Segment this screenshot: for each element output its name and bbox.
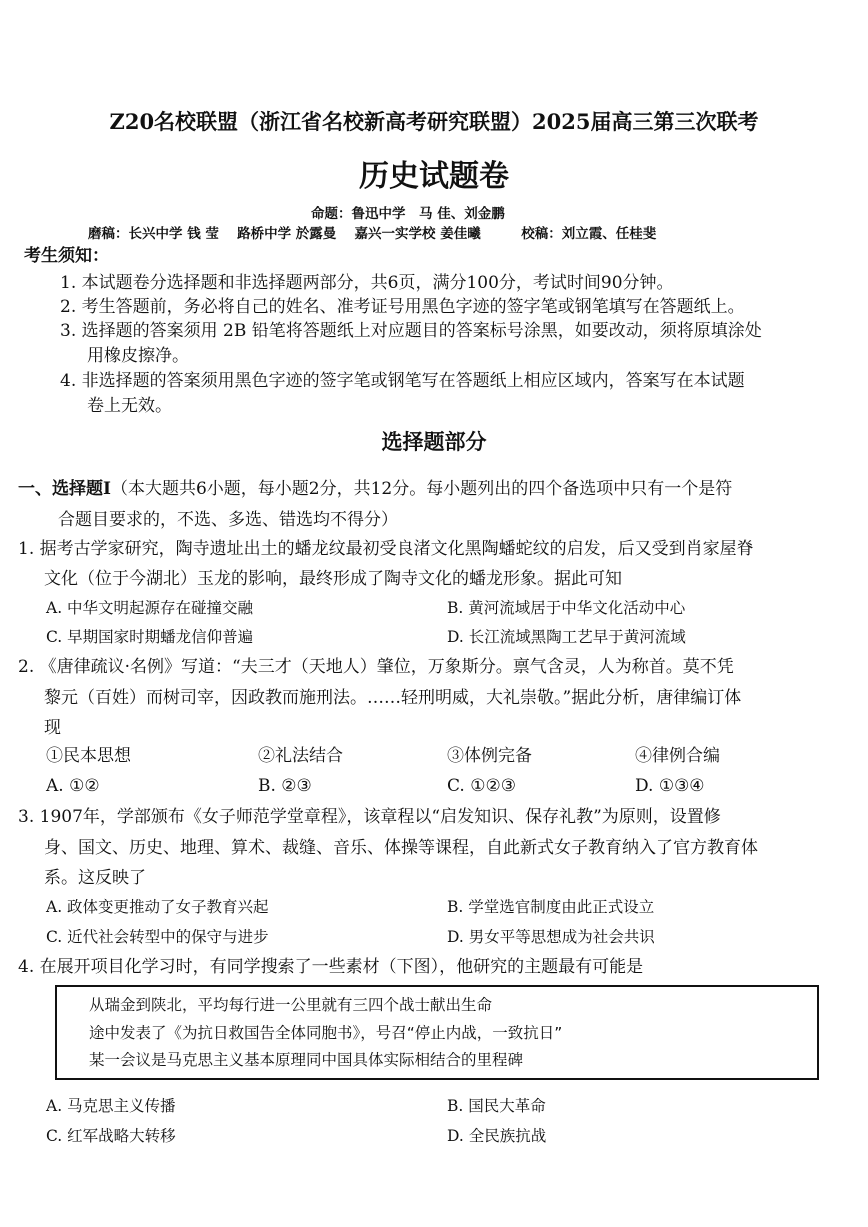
- q1-option-d: D. 长江流域黑陶工艺早于黄河流域: [447, 628, 686, 646]
- notice-item-4-cont: 卷上无效。: [87, 396, 172, 416]
- part-desc-2: 合题目要求的，不选、多选、错选均不得分）: [58, 510, 398, 530]
- q3-option-c: C. 近代社会转型中的保守与进步: [46, 928, 269, 946]
- q4-option-c: C. 红军战略大转移: [46, 1127, 176, 1145]
- q4-material-1: 从瑞金到陕北，平均每行进一公里就有三四个战士献出生命: [89, 996, 493, 1014]
- notice-item-4: 4. 非选择题的答案须用黑色字迹的签字笔或钢笔写在答题纸上相应区域内，答案写在本试题: [60, 371, 745, 391]
- q3-option-d: D. 男女平等思想成为社会共识: [447, 928, 655, 946]
- q2-item-2: ②礼法结合: [258, 746, 343, 766]
- q2-option-b: B. ②③: [258, 776, 312, 796]
- notice-heading: 考生须知：: [24, 246, 109, 266]
- q4-material-3: 某一会议是马克思主义基本原理同中国具体实际相结合的里程碑: [89, 1051, 524, 1069]
- q1-option-c: C. 早期国家时期蟠龙信仰普遍: [46, 628, 254, 646]
- q4-option-a: A. 马克思主义传播: [46, 1097, 176, 1115]
- part-heading: 一、选择题Ⅰ: [18, 479, 111, 499]
- q2-option-d: D. ①③④: [635, 776, 705, 796]
- q2-stem-1: 2. 《唐律疏议·名例》写道：“夫三才（天地人）肇位，万象斯分。禀气含灵，人为称首。莫不凭: [18, 657, 734, 677]
- q2-item-4: ④律例合编: [635, 746, 720, 766]
- q4-stem: 4. 在展开项目化学习时，有同学搜索了一些素材（下图），他研究的主题最有可能是: [18, 957, 644, 977]
- q2-option-c: C. ①②③: [447, 776, 516, 796]
- q3-option-b: B. 学堂选官制度由此正式设立: [447, 898, 655, 916]
- part-heading-line: [18, 478, 732, 500]
- exam-title: Z20名校联盟（浙江省名校新高考研究联盟）2025届高三第三次联考: [109, 109, 759, 134]
- q2-item-1: ①民本思想: [46, 746, 131, 766]
- q4-option-d: D. 全民族抗战: [447, 1127, 547, 1145]
- q3-stem-3: 系。这反映了: [44, 868, 146, 888]
- part-desc-1: （本大题共6小题，每小题2分，共12分。每小题列出的四个备选项中只有一个是符: [110, 479, 733, 499]
- q3-stem-1: 3. 1907年，学部颁布《女子师范学堂章程》，该章程以“启发知识、保存礼教”为原则，设置修: [18, 807, 721, 827]
- notice-item-3-cont: 用橡皮擦净。: [87, 346, 189, 366]
- q1-option-a: A. 中华文明起源存在碰撞交融: [46, 599, 254, 617]
- q4-material-2: 途中发表了《为抗日救国告全体同胞书》，号召“停止内战，一致抗日”: [89, 1024, 563, 1042]
- q1-option-b: B. 黄河流域居于中华文化活动中心: [447, 599, 686, 617]
- q1-stem-1: 1. 据考古学家研究，陶寺遗址出土的蟠龙纹最初受良渚文化黑陶蟠蛇纹的启发，后又受到肖家屋脊: [18, 539, 754, 559]
- paper-title: 历史试题卷: [359, 159, 509, 194]
- notice-item-2: 2. 考生答题前，务必将自己的姓名、准考证号用黑色字迹的签字笔或钢笔填写在答题纸上。: [60, 297, 745, 317]
- q1-stem-2: 文化（位于今湖北）玉龙的影响，最终形成了陶寺文化的蟠龙形象。据此可知: [44, 569, 622, 589]
- q4-option-b: B. 国民大革命: [447, 1097, 546, 1115]
- authors-line: 命题：鲁迅中学 马 佳、刘金鹏: [311, 206, 505, 222]
- q3-option-a: A. 政体变更推动了女子教育兴起: [46, 898, 269, 916]
- notice-item-3: 3. 选择题的答案须用 2B 铅笔将答题纸上对应题目的答案标号涂黑，如要改动，须将原填涂处: [60, 321, 762, 341]
- section-title: 选择题部分: [381, 429, 487, 454]
- q2-item-3: ③体例完备: [447, 746, 532, 766]
- review-line: 磨稿：长兴中学 钱 莹 路桥中学 於露曼 嘉兴一实学校 姜佳曦 校稿：刘立霞、任桂斐: [88, 226, 657, 242]
- q2-stem-3: 现: [44, 718, 61, 738]
- q2-option-a: A. ①②: [46, 776, 100, 796]
- q4-material-box: [55, 985, 819, 1080]
- q2-stem-2: 黎元（百姓）而树司宰，因政教而施刑法。……轻刑明威，大礼崇敬。”据此分析，唐律编订体: [44, 688, 742, 708]
- q3-stem-2: 身、国文、历史、地理、算术、裁缝、音乐、体操等课程，自此新式女子教育纳入了官方教育体: [44, 838, 758, 858]
- notice-item-1: 1. 本试题卷分选择题和非选择题两部分，共6页，满分100分，考试时间90分钟。: [60, 273, 674, 293]
